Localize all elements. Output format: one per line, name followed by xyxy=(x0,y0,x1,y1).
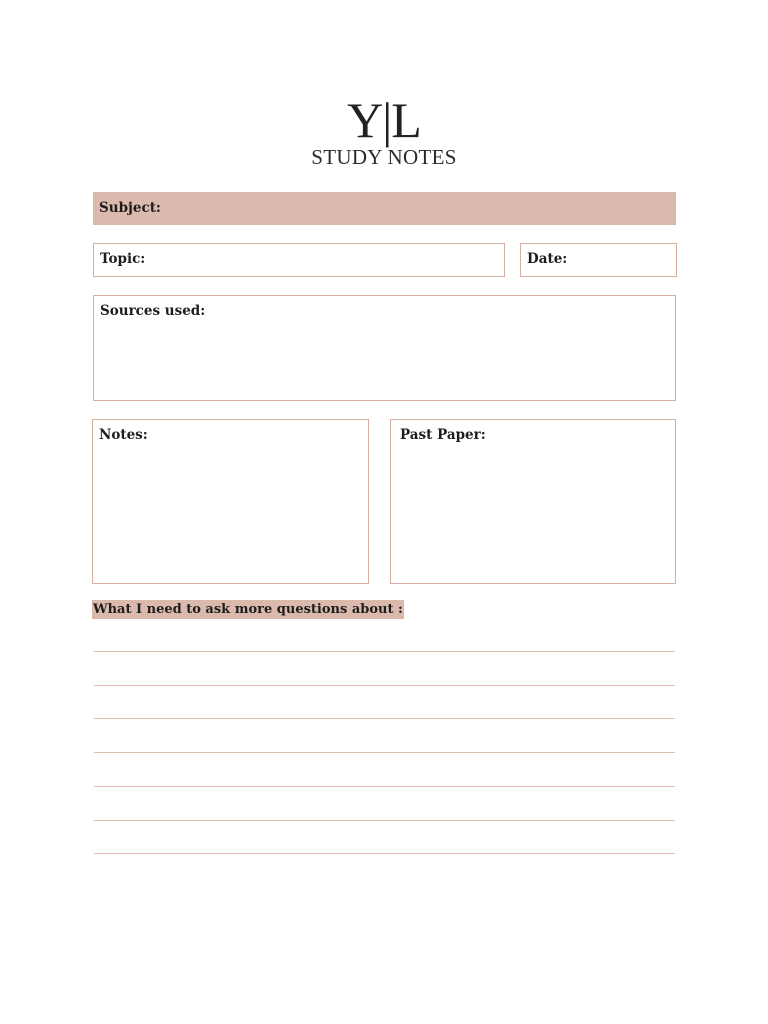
question-line[interactable] xyxy=(94,718,675,719)
date-field[interactable] xyxy=(520,243,677,277)
question-line[interactable] xyxy=(94,820,675,821)
question-line[interactable] xyxy=(94,685,675,686)
questions-heading: What I need to ask more questions about : xyxy=(93,602,403,617)
date-label: Date: xyxy=(527,251,568,267)
question-line[interactable] xyxy=(94,752,675,753)
topic-label: Topic: xyxy=(100,251,146,267)
question-line[interactable] xyxy=(94,786,675,787)
topic-field[interactable] xyxy=(93,243,505,277)
past-paper-label: Past Paper: xyxy=(400,427,486,443)
logo: Y|L xyxy=(347,92,421,148)
subject-field[interactable] xyxy=(93,192,676,225)
notes-label: Notes: xyxy=(99,427,148,443)
subject-label: Subject: xyxy=(99,200,161,216)
page-title: STUDY NOTES xyxy=(311,145,457,169)
sources-field[interactable] xyxy=(93,295,676,401)
notes-field[interactable] xyxy=(92,419,369,584)
sources-label: Sources used: xyxy=(100,303,206,319)
question-line[interactable] xyxy=(94,651,675,652)
past-paper-field[interactable] xyxy=(390,419,676,584)
question-line[interactable] xyxy=(94,853,675,854)
